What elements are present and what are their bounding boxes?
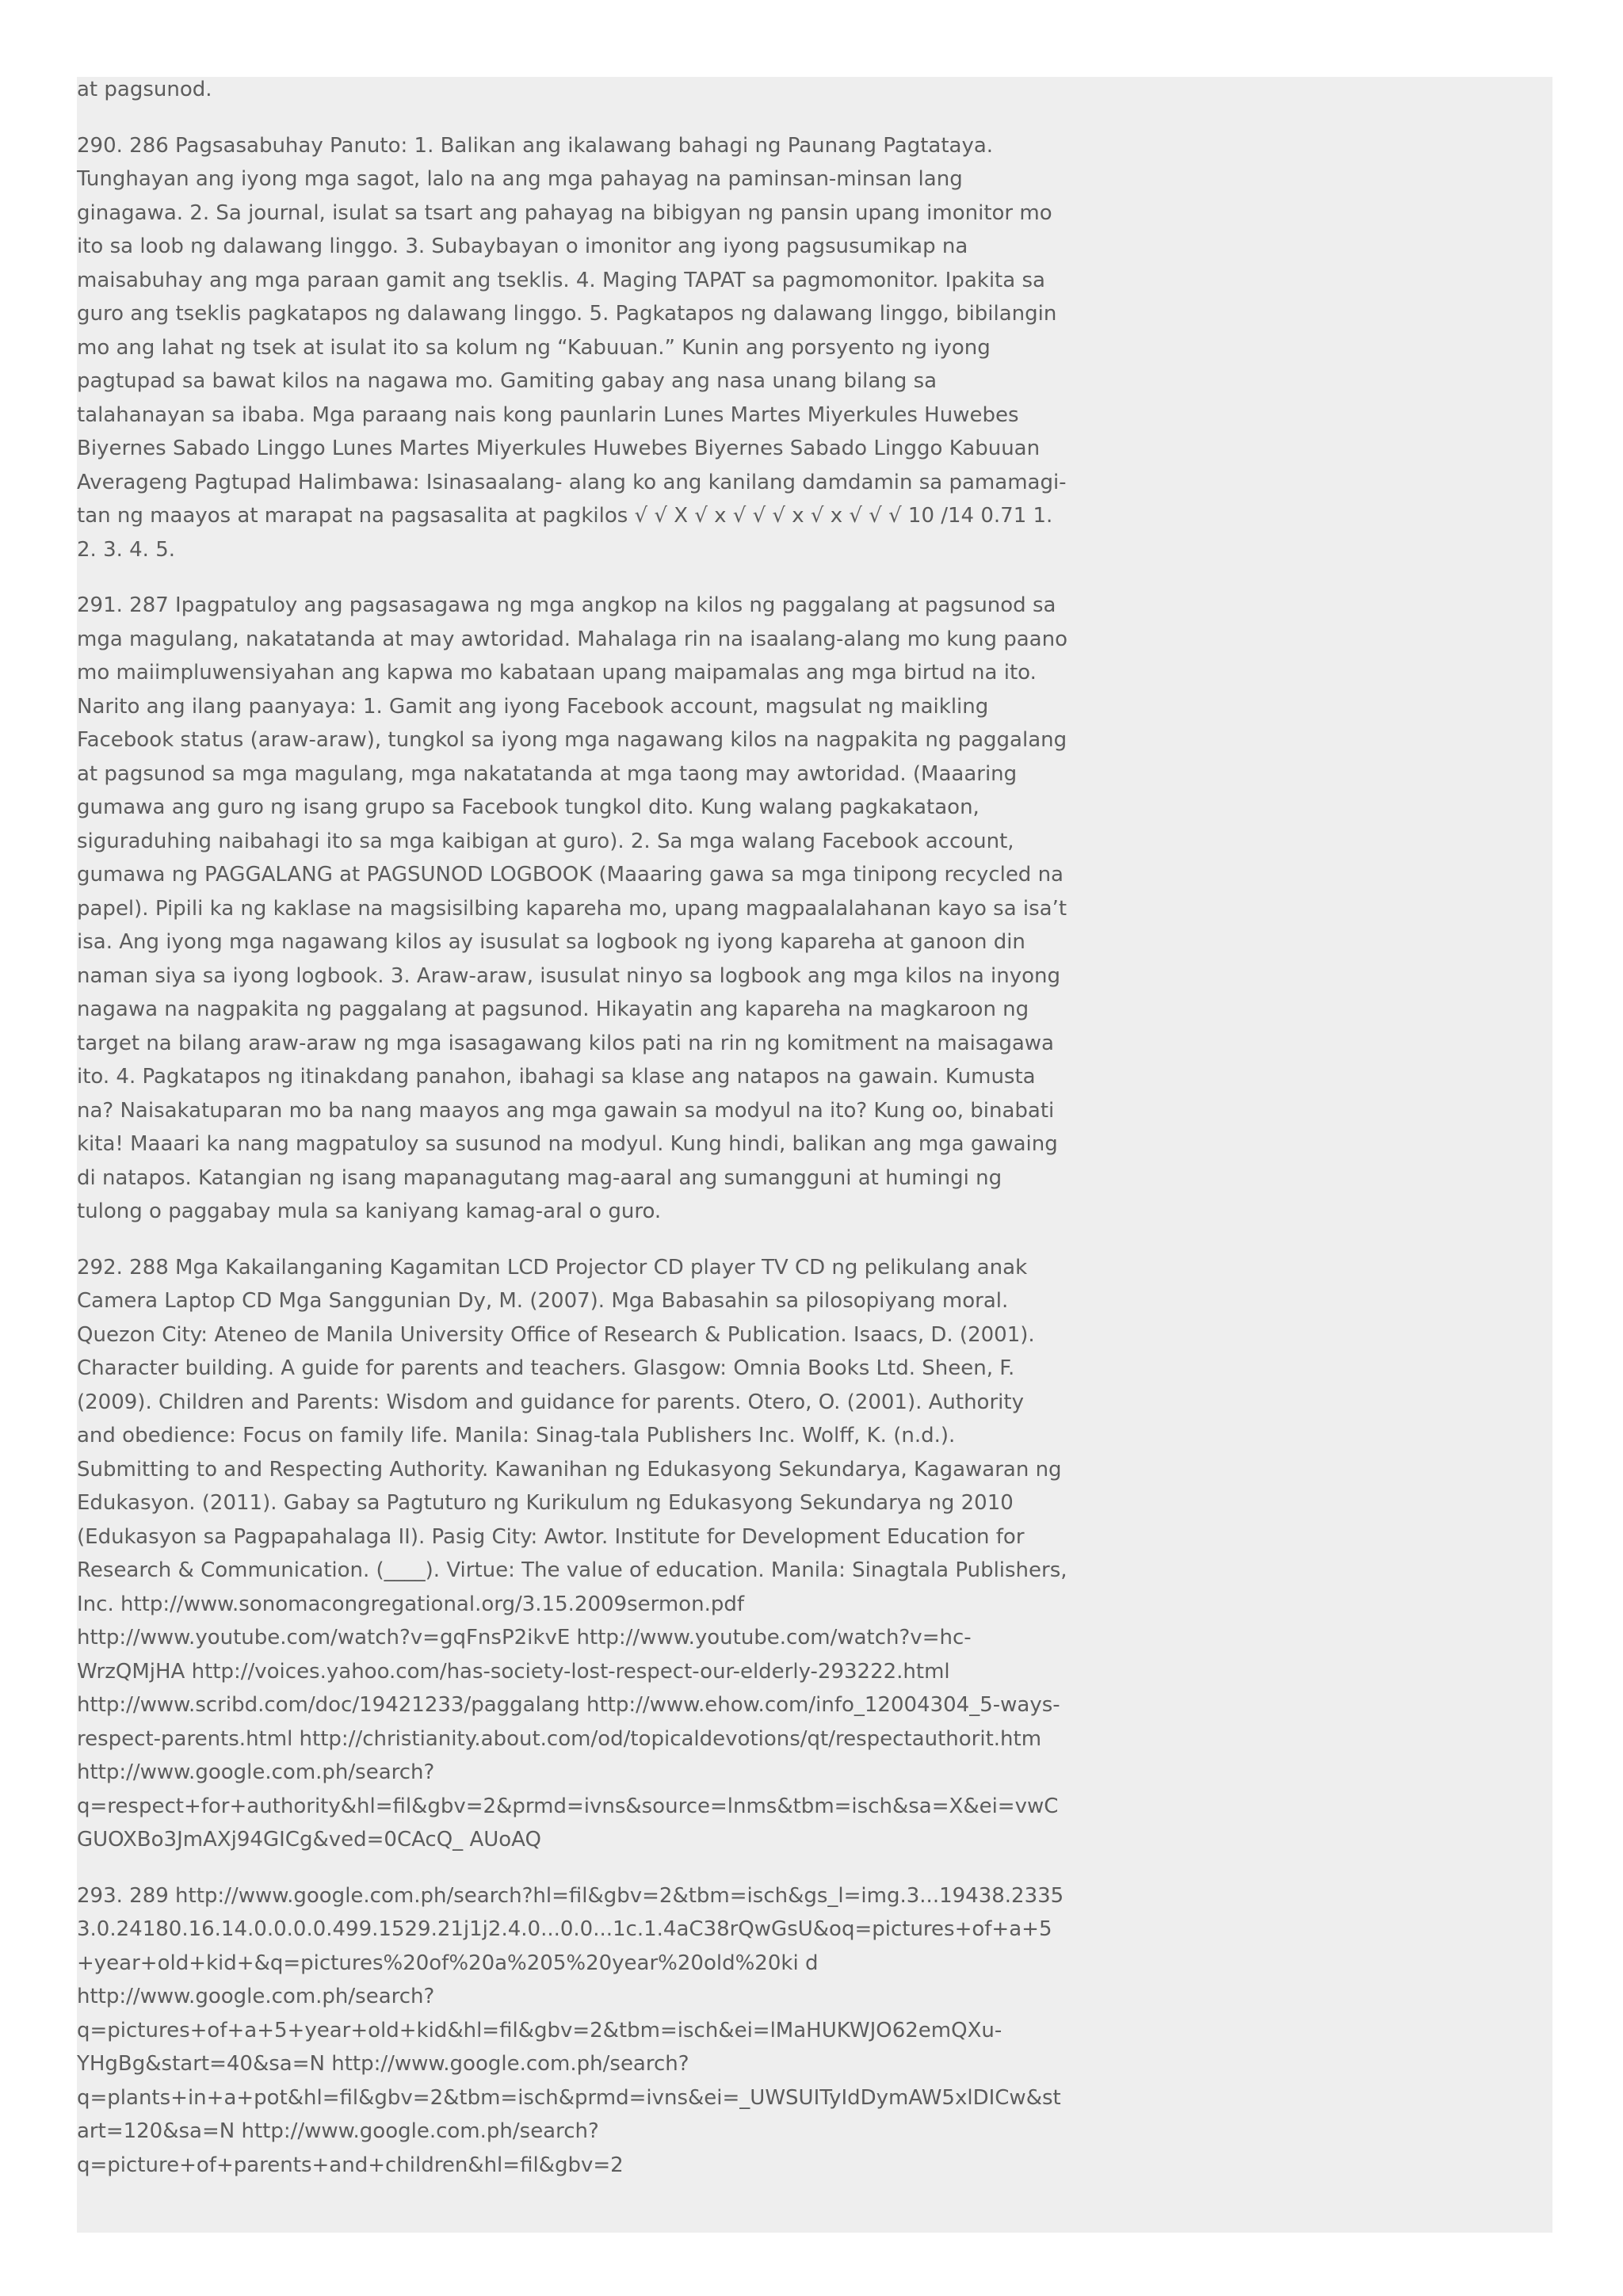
section-293-links: 293. 289 http://www.google.com.ph/search?hl=fil&gbv=2&tbm=isch&gs_l=img.3...19438.2335 3.0.24180.16.14.0.0.0.0.499.1529.21j1j2.4.0...0.0...1c.1.4aC38rQwGsU&oq=pictures+of+a+5+year+old+kid+&q=pictures%20of%20a%205%20year%20old%20ki d http://www.google.com.ph/search?q=pictures+of+a+5+year+old+kid&hl=fil&gbv=2&tbm=isch&ei=lMaHUKWJO62emQXu-YHgBg&start=40&sa=N http://www.google.com.ph/search?q=plants+in+a+pot&hl=fil&gbv=2&tbm=isch&prmd=ivns&ei=_UWSUITyIdDymAW5xlDICw&start=120&sa=N http://www.google.com.ph/search?q=picture+of+parents+and+children&hl=fil&gbv=2 [77,1883,1064,2177]
section-292-sanggunian: 292. 288 Mga Kakailanganing Kagamitan LCD Projector CD player TV CD ng pelikulang anak Camera Laptop CD Mga Sanggunian Dy, M. (2007). Mga Babasahin sa pilosopiyang moral. Quezon City: Ateneo de Manila University Office of Research & Publication. Isaacs, D. (2001). Character building. A guide for parents and teachers. Glasgow: Omnia Books Ltd. Sheen, F. (2009). Children and Parents: Wisdom and guidance for parents. Otero, O. (2001). Authority and obedience: Focus on family life. Manila: Sinag-tala Publishers Inc. Wolff, K. (n.d.). Submitting to and Respecting Authority. Kawanihan ng Edukasyong Sekundarya, Kagawaran ng Edukasyon. (2011). Gabay sa Pagtuturo ng Kurikulum ng Edukasyong Sekundarya ng 2010 (Edukasyon sa Pagpapahalaga II). Pasig City: Awtor. Institute for Development Education for Research & Communication. (____). Virtue: The value of education. Manila: Sinagtala Publishers, Inc. http://www.sonomacongregational.org/3.15.2009sermon.pdf http://www.youtube.com/watch?v=gqFnsP2ikvE http://www.youtube.com/watch?v=hc-WrzQMjHA http://voices.yahoo.com/has-society-lost-respect-our-elderly-293222.html http://www.scribd.com/doc/19421233/paggalang http://www.ehow.com/info_12004304_5-ways-respect-parents.html http://christianity.about.com/od/topicaldevotions/qt/respectauthorit.htm http://www.google.com.ph/search?q=respect+for+authority&hl=fil&gbv=2&prmd=ivns&source=lnms&tbm=isch&sa=X&ei=vwCGUOXBo3JmAXj94GICg&ved=0CAcQ_ AUoAQ [77,1255,1067,1852]
section-291-paanyaya: 291. 287 Ipagpatuloy ang pagsasagawa ng mga angkop na kilos ng paggalang at pagsunod sa mga magulang, nakatatanda at may awtoridad. Mahalaga rin na isaalang-alang mo kung paano mo maiimpluwensiyahan ang kapwa mo kabataan upang maipamalas ang mga birtud na ito. Narito ang ilang paanyaya: 1. Gamit ang iyong Facebook account, magsulat ng maikling Facebook status (araw-araw), tungkol sa iyong mga nagawang kilos na nagpakita ng paggalang at pagsunod sa mga magulang, mga nakatatanda at mga taong may awtoridad. (Maaaring gumawa ang guro ng isang grupo sa Facebook tungkol dito. Kung walang pagkakataon, siguraduhing naibahagi ito sa mga kaibigan at guro). 2. Sa mga walang Facebook account, gumawa ng PAGGALANG at PAGSUNOD LOGBOOK (Maaaring gawa sa mga tinipong recycled na papel). Pipili ka ng kaklase na magsisilbing kapareha mo, upang magpaalalahanan kayo sa isa’t isa. Ang iyong mga nagawang kilos ay isusulat sa logbook ng iyong kapareha at ganoon din naman siya sa iyong logbook. 3. Araw-araw, isusulat ninyo sa logbook ang mga kilos na inyong nagawa na nagpakita ng paggalang at pagsunod. Hikayatin ang kapareha na magkaroon ng target na bilang araw-araw ng mga isasagawang kilos pati na rin ng komitment na maisagawa ito. 4. Pagkatapos ng itinakdang panahon, ibahagi sa klase ang natapos na gawain. Kumusta na? Naisakatuparan mo ba nang maayos ang mga gawain sa modyul na ito? Kung oo, binabati kita! Maaari ka nang magpatuloy sa susunod na modyul. Kung hindi, balikan ang mga gawaing di natapos. Katangian ng isang mapanagutang mag-aaral ang sumangguni at humingi ng tulong o paggabay mula sa kaniyang kamag-aral o guro. [77,593,1067,1223]
section-290-pagsasabuhay: 290. 286 Pagsasabuhay Panuto: 1. Balikan ang ikalawang bahagi ng Paunang Pagtataya. Tunghayan ang iyong mga sagot, lalo na ang mga pahayag na paminsan-minsan lang ginagawa. 2. Sa journal, isulat sa tsart ang pahayag na bibigyan ng pansin upang imonitor mo ito sa loob ng dalawang linggo. 3. Subaybayan o imonitor ang iyong pagsusumikap na maisabuhay ang mga paraan gamit ang tseklis. 4. Maging TAPAT sa pagmomonitor. Ipakita sa guro ang tseklis pagkatapos ng dalawang linggo. 5. Pagkatapos ng dalawang linggo, bibilangin mo ang lahat ng tsek at isulat ito sa kolum ng “Kabuuan.” Kunin ang porsyento ng iyong pagtupad sa bawat kilos na nagawa mo. Gamiting gabay ang nasa unang bilang sa talahanayan sa ibaba. Mga paraang nais kong paunlarin Lunes Martes Miyerkules Huwebes Biyernes Sabado Linggo Lunes Martes Miyerkules Huwebes Biyernes Sabado Linggo Kabuuan Averageng Pagtupad Halimbawa: Isinasaalang- alang ko ang kanilang damdamin sa pamamagi- tan ng maayos at marapat na pagsasalita at pagkilos √ √ X √ x √ √ √ x √ x √ √ √ 10 /14 0.71 1. 2. 3. 4. 5. [77,133,1067,562]
document-body [77,73,1067,2204]
text-continuation: at pagsunod. [77,78,212,101]
